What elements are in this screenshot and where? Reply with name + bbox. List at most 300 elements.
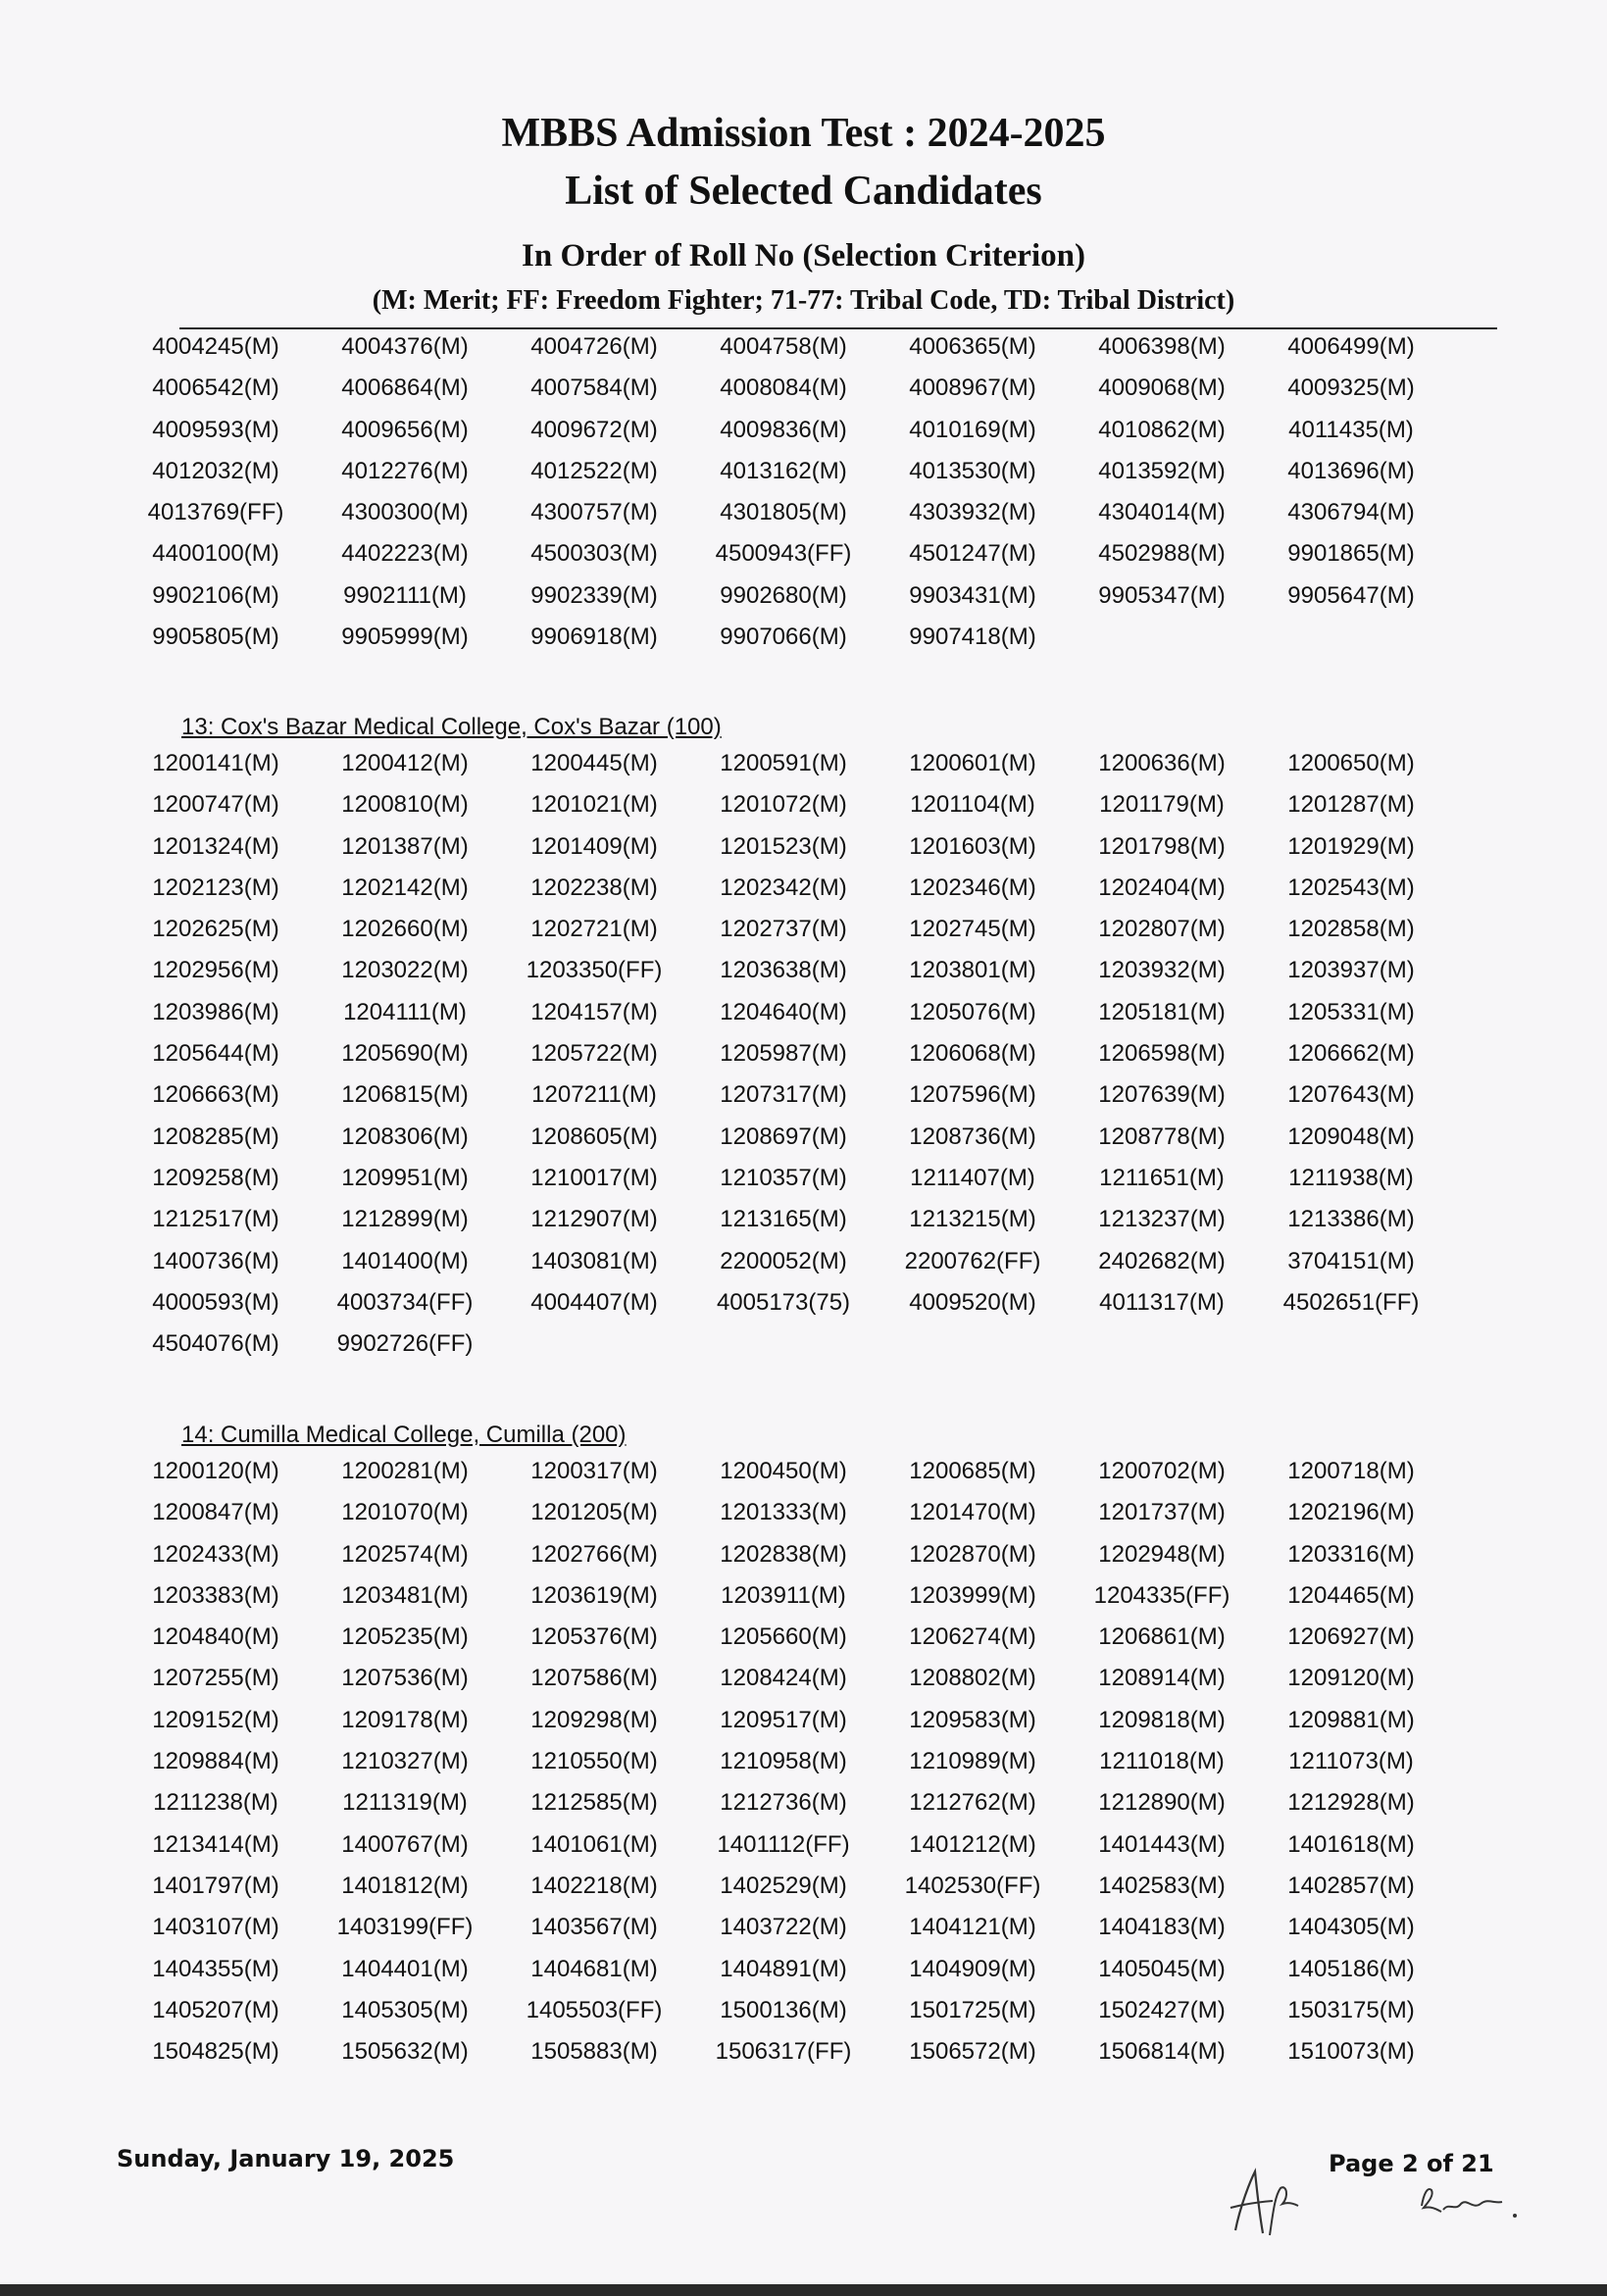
- table-row: [152, 374, 1510, 416]
- table-row: [152, 1955, 1510, 1997]
- roll-number-cell: 1212585(M): [530, 1789, 658, 1817]
- roll-number-cell: 1403567(M): [530, 1914, 658, 1941]
- table-row: [153, 1789, 1510, 1830]
- roll-number-cell: 1203986(M): [152, 998, 279, 1025]
- roll-number-cell: 1401618(M): [1287, 1830, 1415, 1858]
- page-subtitle: List of Selected Candidates: [565, 169, 1042, 214]
- roll-number-cell: 1209152(M): [152, 1706, 279, 1733]
- scan-bottom-edge: [0, 2284, 1607, 2296]
- roll-number-cell: 9902111(M): [343, 581, 467, 609]
- section-title-coxs-bazar: 13: Cox's Bazar Medical College, Cox's Bazar (100): [181, 714, 722, 740]
- roll-number-cell: 1202404(M): [1098, 873, 1226, 901]
- roll-number-cell: 9905999(M): [341, 624, 469, 651]
- roll-number-cell: 4010862(M): [1098, 416, 1226, 443]
- table-row: [152, 540, 1510, 581]
- roll-number-cell: 1202433(M): [152, 1540, 279, 1568]
- roll-number-cell: 1202870(M): [909, 1540, 1036, 1568]
- roll-number-cell: 1204157(M): [530, 998, 658, 1025]
- roll-number-cell: 9901865(M): [1287, 540, 1415, 568]
- roll-number-cell: 1210017(M): [530, 1164, 658, 1191]
- roll-number-cell: 1405045(M): [1098, 1955, 1226, 1982]
- roll-number-cell: 1403081(M): [530, 1247, 658, 1274]
- roll-number-cell: 1201287(M): [1287, 791, 1415, 819]
- header-rule: [179, 327, 1497, 329]
- footer-date: Sunday, January 19, 2025: [117, 2145, 455, 2172]
- roll-number-cell: 1212899(M): [341, 1206, 469, 1233]
- roll-number-cell: 1208802(M): [909, 1665, 1036, 1692]
- roll-number-cell: 4304014(M): [1098, 499, 1226, 526]
- roll-number-cell: 3704151(M): [1287, 1247, 1415, 1274]
- roll-number-cell: 1405186(M): [1287, 1955, 1415, 1982]
- roll-number-cell: 1202660(M): [341, 916, 469, 943]
- roll-number-cell: 1205644(M): [152, 1040, 279, 1068]
- roll-number-cell: 4006365(M): [909, 333, 1036, 360]
- roll-number-cell: 1209951(M): [341, 1164, 469, 1191]
- roll-number-cell: 9902680(M): [720, 581, 847, 609]
- roll-number-cell: 1202721(M): [530, 916, 658, 943]
- roll-number-cell: 1402583(M): [1098, 1872, 1226, 1899]
- roll-number-cell: 1405305(M): [341, 1996, 469, 2023]
- roll-number-cell: 1503175(M): [1287, 1996, 1415, 2023]
- table-row: [152, 1914, 1510, 1955]
- table-row: [152, 791, 1510, 832]
- roll-number-cell: 1204465(M): [1287, 1581, 1415, 1609]
- table-row: [152, 873, 1510, 916]
- roll-number-cell: 1404183(M): [1098, 1914, 1226, 1941]
- roll-number-cell: 1506814(M): [1098, 2038, 1226, 2066]
- roll-number-cell: 1212907(M): [530, 1206, 658, 1233]
- roll-number-cell: 1200281(M): [341, 1458, 469, 1484]
- roll-number-cell: 1404355(M): [152, 1955, 279, 1982]
- roll-number-cell: 1210989(M): [909, 1748, 1036, 1775]
- roll-number-cell: 1401812(M): [341, 1872, 469, 1899]
- roll-number-cell: 1404891(M): [720, 1955, 847, 1982]
- roll-number-cell: 4009656(M): [341, 416, 469, 443]
- roll-number-cell: 1202142(M): [341, 873, 469, 901]
- roll-number-cell: 1210958(M): [720, 1748, 847, 1775]
- roll-number-cell: 1207255(M): [152, 1665, 279, 1692]
- roll-number-cell: 1209298(M): [530, 1706, 658, 1733]
- table-row: [152, 2038, 1510, 2079]
- roll-number-cell: 1205690(M): [341, 1040, 469, 1068]
- roll-number-cell: 1208306(M): [341, 1123, 469, 1150]
- roll-number-cell: 4009068(M): [1098, 374, 1226, 402]
- table-row: [152, 832, 1510, 874]
- roll-number-cell: 1200650(M): [1287, 750, 1415, 776]
- roll-number-cell: 4009672(M): [530, 416, 658, 443]
- roll-number-cell: 1202766(M): [530, 1540, 658, 1568]
- roll-number-cell: 1211018(M): [1099, 1748, 1225, 1775]
- roll-number-cell: 9905805(M): [152, 624, 279, 651]
- roll-number-cell: 1402857(M): [1287, 1872, 1415, 1899]
- roll-number-cell: 1206815(M): [341, 1081, 469, 1109]
- roll-number-cell: 1213215(M): [909, 1206, 1036, 1233]
- roll-number-cell: 1205076(M): [909, 998, 1036, 1025]
- roll-number-cell: 4003734(FF): [336, 1288, 474, 1316]
- roll-number-cell: 1205376(M): [530, 1623, 658, 1651]
- roll-number-cell: 1211319(M): [342, 1789, 468, 1817]
- footer-page-number: Page 2 of 21: [1329, 2150, 1494, 2177]
- roll-number-cell: 1203022(M): [341, 957, 469, 984]
- roll-number-cell: 1209120(M): [1287, 1665, 1415, 1692]
- roll-number-cell: 9905647(M): [1287, 581, 1415, 609]
- table-row: [152, 581, 1510, 624]
- candidate-grid-cumilla: [152, 1458, 1510, 2079]
- table-row: [152, 457, 1510, 499]
- roll-number-cell: 1201104(M): [910, 791, 1035, 819]
- roll-number-cell: 1206662(M): [1287, 1040, 1415, 1068]
- roll-number-cell: 1207596(M): [909, 1081, 1036, 1109]
- roll-number-cell: 1402529(M): [720, 1872, 847, 1899]
- table-row: [152, 916, 1510, 957]
- table-row: [152, 1581, 1510, 1623]
- roll-number-cell: 4400100(M): [152, 540, 279, 568]
- roll-number-cell: 4504076(M): [152, 1330, 279, 1358]
- roll-number-cell: 1201929(M): [1287, 832, 1415, 860]
- roll-number-cell: 1405503(FF): [526, 1996, 663, 2023]
- roll-number-cell: 1205987(M): [720, 1040, 847, 1068]
- roll-number-cell: 1201387(M): [341, 832, 469, 860]
- roll-number-cell: 4000593(M): [152, 1288, 279, 1316]
- roll-number-cell: 4306794(M): [1287, 499, 1415, 526]
- roll-number-cell: 4500303(M): [530, 540, 658, 568]
- roll-number-cell: 1202737(M): [720, 916, 847, 943]
- roll-number-cell: 1208697(M): [720, 1123, 847, 1150]
- roll-number-cell: 1209048(M): [1287, 1123, 1415, 1150]
- roll-number-cell: 1205331(M): [1287, 998, 1415, 1025]
- page-title: MBBS Admission Test : 2024-2025: [501, 111, 1106, 156]
- roll-number-cell: 4007584(M): [530, 374, 658, 402]
- roll-number-cell: 9905347(M): [1098, 581, 1226, 609]
- roll-number-cell: 1209884(M): [152, 1748, 279, 1775]
- candidate-grid-continued: [147, 333, 1510, 665]
- roll-number-cell: 1203383(M): [152, 1581, 279, 1609]
- roll-number-cell: 1206663(M): [152, 1081, 279, 1109]
- roll-number-cell: 4009520(M): [909, 1288, 1036, 1316]
- roll-number-cell: 4004726(M): [530, 333, 658, 360]
- roll-number-cell: 1204335(FF): [1093, 1581, 1230, 1609]
- roll-number-cell: 1209258(M): [152, 1164, 279, 1191]
- table-row: [152, 1040, 1510, 1081]
- roll-number-cell: 1404121(M): [909, 1914, 1036, 1941]
- roll-number-cell: 1201603(M): [909, 832, 1036, 860]
- table-row: [152, 1164, 1510, 1206]
- roll-number-cell: 1203619(M): [530, 1581, 658, 1609]
- handwritten-signature-icon: [1216, 2147, 1539, 2255]
- roll-number-cell: 1201523(M): [720, 832, 847, 860]
- table-row: [152, 1748, 1510, 1789]
- roll-number-cell: 1211407(M): [910, 1164, 1035, 1191]
- roll-number-cell: 1202858(M): [1287, 916, 1415, 943]
- roll-number-cell: 9907418(M): [909, 624, 1036, 651]
- roll-number-cell: 1209881(M): [1287, 1706, 1415, 1733]
- table-row: [152, 750, 1510, 791]
- roll-number-cell: 4502651(FF): [1282, 1288, 1420, 1316]
- roll-number-cell: 2200762(FF): [904, 1247, 1041, 1274]
- table-row: [152, 1706, 1510, 1748]
- table-row: [152, 1123, 1510, 1165]
- roll-number-cell: 1206068(M): [909, 1040, 1036, 1068]
- roll-number-cell: 1201072(M): [720, 791, 847, 819]
- roll-number-cell: 1201179(M): [1099, 791, 1225, 819]
- roll-number-cell: 1206274(M): [909, 1623, 1036, 1651]
- roll-number-cell: 1209517(M): [720, 1706, 847, 1733]
- roll-number-cell: 9903431(M): [909, 581, 1036, 609]
- roll-number-cell: 1208778(M): [1098, 1123, 1226, 1150]
- roll-number-cell: 4006864(M): [341, 374, 469, 402]
- roll-number-cell: 1202346(M): [909, 873, 1036, 901]
- roll-number-cell: 4013696(M): [1287, 457, 1415, 484]
- table-row: [147, 499, 1510, 540]
- roll-number-cell: 4012276(M): [341, 457, 469, 484]
- roll-number-cell: 1402530(FF): [904, 1872, 1041, 1899]
- roll-number-cell: 1204640(M): [720, 998, 847, 1025]
- roll-number-cell: 1201324(M): [152, 832, 279, 860]
- roll-number-cell: 1200702(M): [1098, 1458, 1226, 1484]
- roll-number-cell: 1500136(M): [720, 1996, 847, 2023]
- table-row: [152, 1665, 1510, 1706]
- roll-number-cell: 1202342(M): [720, 873, 847, 901]
- roll-number-cell: 1201333(M): [720, 1499, 847, 1526]
- table-row: [152, 1288, 1510, 1330]
- roll-number-cell: 1400736(M): [152, 1247, 279, 1274]
- roll-number-cell: 1209818(M): [1098, 1706, 1226, 1733]
- roll-number-cell: 4301805(M): [720, 499, 847, 526]
- roll-number-cell: 1209178(M): [341, 1706, 469, 1733]
- roll-number-cell: 1206598(M): [1098, 1040, 1226, 1068]
- roll-number-cell: 2402682(M): [1098, 1247, 1226, 1274]
- table-row: [152, 957, 1510, 998]
- roll-number-cell: 4005173(75): [716, 1288, 851, 1316]
- roll-number-cell: 1208914(M): [1098, 1665, 1226, 1692]
- roll-number-cell: 1203481(M): [341, 1581, 469, 1609]
- roll-number-cell: 4006499(M): [1287, 333, 1415, 360]
- table-row: [152, 1996, 1510, 2038]
- roll-number-cell: 1212517(M): [152, 1206, 279, 1233]
- roll-number-cell: 1402218(M): [530, 1872, 658, 1899]
- roll-number-cell: 1404681(M): [530, 1955, 658, 1982]
- table-row: [152, 1206, 1510, 1247]
- roll-number-cell: 1203999(M): [909, 1581, 1036, 1609]
- roll-number-cell: 1200847(M): [152, 1499, 279, 1526]
- roll-number-cell: 4011435(M): [1288, 416, 1414, 443]
- roll-number-cell: 4010169(M): [909, 416, 1036, 443]
- roll-number-cell: 1208736(M): [909, 1123, 1036, 1150]
- roll-number-cell: 1404401(M): [341, 1955, 469, 1982]
- roll-number-cell: 1200718(M): [1287, 1458, 1415, 1484]
- roll-number-cell: 1405207(M): [152, 1996, 279, 2023]
- roll-number-cell: 1202625(M): [152, 916, 279, 943]
- roll-number-cell: 4402223(M): [341, 540, 469, 568]
- table-row: [152, 1499, 1510, 1540]
- roll-number-cell: 1202238(M): [530, 873, 658, 901]
- roll-number-cell: 1201205(M): [530, 1499, 658, 1526]
- roll-number-cell: 1502427(M): [1098, 1996, 1226, 2023]
- table-row: [152, 998, 1510, 1040]
- roll-number-cell: 1202543(M): [1287, 873, 1415, 901]
- roll-number-cell: 1204111(M): [343, 998, 467, 1025]
- roll-number-cell: 1201470(M): [909, 1499, 1036, 1526]
- roll-number-cell: 1209583(M): [909, 1706, 1036, 1733]
- table-row: [152, 416, 1510, 458]
- roll-number-cell: 1205722(M): [530, 1040, 658, 1068]
- roll-number-cell: 1505883(M): [530, 2038, 658, 2066]
- roll-number-cell: 1203911(M): [721, 1581, 846, 1609]
- roll-number-cell: 1200445(M): [530, 750, 658, 776]
- roll-number-cell: 1202574(M): [341, 1540, 469, 1568]
- roll-number-cell: 1205181(M): [1098, 998, 1226, 1025]
- roll-number-cell: 1201021(M): [530, 791, 658, 819]
- roll-number-cell: 1210357(M): [720, 1164, 847, 1191]
- roll-number-cell: 1207211(M): [531, 1081, 657, 1109]
- roll-number-cell: 4006542(M): [152, 374, 279, 402]
- roll-number-cell: 1200636(M): [1098, 750, 1226, 776]
- roll-number-cell: 4500943(FF): [715, 540, 852, 568]
- table-row: [152, 1081, 1510, 1123]
- roll-number-cell: 1212890(M): [1098, 1789, 1226, 1817]
- roll-number-cell: 1208424(M): [720, 1665, 847, 1692]
- roll-number-cell: 1505632(M): [341, 2038, 469, 2066]
- roll-number-cell: 1200412(M): [341, 750, 469, 776]
- roll-number-cell: 1401212(M): [909, 1830, 1036, 1858]
- roll-number-cell: 2200052(M): [720, 1247, 847, 1274]
- roll-number-cell: 4303932(M): [909, 499, 1036, 526]
- roll-number-cell: 4300757(M): [530, 499, 658, 526]
- roll-number-cell: 4011317(M): [1099, 1288, 1225, 1316]
- roll-number-cell: 1203937(M): [1287, 957, 1415, 984]
- roll-number-cell: 1212736(M): [720, 1789, 847, 1817]
- roll-number-cell: 1205235(M): [341, 1623, 469, 1651]
- roll-number-cell: 1201409(M): [530, 832, 658, 860]
- roll-number-cell: 1205660(M): [720, 1623, 847, 1651]
- roll-number-cell: 1202948(M): [1098, 1540, 1226, 1568]
- roll-number-cell: 1506317(FF): [715, 2038, 852, 2066]
- roll-number-cell: 1203638(M): [720, 957, 847, 984]
- table-row: [152, 1623, 1510, 1665]
- roll-number-cell: 1200685(M): [909, 1458, 1036, 1484]
- roll-number-cell: 1208605(M): [530, 1123, 658, 1150]
- roll-number-cell: 4004376(M): [341, 333, 469, 360]
- roll-number-cell: 1501725(M): [909, 1996, 1036, 2023]
- roll-number-cell: 1202956(M): [152, 957, 279, 984]
- roll-number-cell: 4012522(M): [530, 457, 658, 484]
- order-caption: In Order of Roll No (Selection Criterion): [522, 238, 1085, 274]
- table-row: [152, 1458, 1510, 1499]
- roll-number-cell: 4008967(M): [909, 374, 1036, 402]
- roll-number-cell: 4013530(M): [909, 457, 1036, 484]
- roll-number-cell: 1202745(M): [909, 916, 1036, 943]
- roll-number-cell: 1207536(M): [341, 1665, 469, 1692]
- table-row: [152, 1830, 1510, 1872]
- roll-number-cell: 1200120(M): [152, 1458, 279, 1484]
- roll-number-cell: 4013769(FF): [147, 499, 284, 526]
- roll-number-cell: 4502988(M): [1098, 540, 1226, 568]
- roll-number-cell: 1200810(M): [341, 791, 469, 819]
- roll-number-cell: 1201737(M): [1098, 1499, 1226, 1526]
- roll-number-cell: 1200591(M): [720, 750, 847, 776]
- roll-number-cell: 1213414(M): [152, 1830, 279, 1858]
- roll-number-cell: 4300300(M): [341, 499, 469, 526]
- roll-number-cell: 1404909(M): [909, 1955, 1036, 1982]
- roll-number-cell: 1404305(M): [1287, 1914, 1415, 1941]
- roll-number-cell: 1207639(M): [1098, 1081, 1226, 1109]
- roll-number-cell: 1202838(M): [720, 1540, 847, 1568]
- roll-number-cell: 4012032(M): [152, 457, 279, 484]
- roll-number-cell: 1403199(FF): [336, 1914, 474, 1941]
- table-row: [152, 333, 1510, 374]
- table-row: [152, 624, 1510, 665]
- roll-number-cell: 4008084(M): [720, 374, 847, 402]
- roll-number-cell: 4009593(M): [152, 416, 279, 443]
- roll-number-cell: 1206861(M): [1098, 1623, 1226, 1651]
- legend-caption: (M: Merit; FF: Freedom Fighter; 71-77: Tribal Code, TD: Tribal District): [372, 285, 1235, 316]
- roll-number-cell: 4501247(M): [909, 540, 1036, 568]
- roll-number-cell: 4013162(M): [720, 457, 847, 484]
- roll-number-cell: 1200601(M): [909, 750, 1036, 776]
- roll-number-cell: 9902106(M): [152, 581, 279, 609]
- roll-number-cell: 1203801(M): [909, 957, 1036, 984]
- roll-number-cell: 1210327(M): [341, 1748, 469, 1775]
- roll-number-cell: 9906918(M): [530, 624, 658, 651]
- roll-number-cell: 1203316(M): [1287, 1540, 1415, 1568]
- roll-number-cell: 1210550(M): [530, 1748, 658, 1775]
- table-row: [152, 1330, 1510, 1372]
- roll-number-cell: 1201798(M): [1098, 832, 1226, 860]
- roll-number-cell: 1208285(M): [152, 1123, 279, 1150]
- roll-number-cell: 1211938(M): [1288, 1164, 1414, 1191]
- roll-number-cell: 1403722(M): [720, 1914, 847, 1941]
- roll-number-cell: 4004407(M): [530, 1288, 658, 1316]
- roll-number-cell: 1211073(M): [1288, 1748, 1414, 1775]
- roll-number-cell: 1203932(M): [1098, 957, 1226, 984]
- roll-number-cell: 1212762(M): [909, 1789, 1036, 1817]
- roll-number-cell: 1401443(M): [1098, 1830, 1226, 1858]
- roll-number-cell: 1510073(M): [1287, 2038, 1415, 2066]
- roll-number-cell: 4009325(M): [1287, 374, 1415, 402]
- roll-number-cell: 4004758(M): [720, 333, 847, 360]
- roll-number-cell: 1213165(M): [720, 1206, 847, 1233]
- table-row: [152, 1540, 1510, 1582]
- roll-number-cell: 9907066(M): [720, 624, 847, 651]
- section-title-cumilla: 14: Cumilla Medical College, Cumilla (200): [181, 1422, 627, 1448]
- roll-number-cell: 1207643(M): [1287, 1081, 1415, 1109]
- roll-number-cell: 1207586(M): [530, 1665, 658, 1692]
- roll-number-cell: 1200141(M): [152, 750, 279, 776]
- roll-number-cell: 1212928(M): [1287, 1789, 1415, 1817]
- table-row: [152, 1872, 1510, 1914]
- roll-number-cell: 1202807(M): [1098, 916, 1226, 943]
- roll-number-cell: 1506572(M): [909, 2038, 1036, 2066]
- roll-number-cell: 1201070(M): [341, 1499, 469, 1526]
- roll-number-cell: 1211238(M): [153, 1789, 278, 1817]
- roll-number-cell: 1202123(M): [152, 873, 279, 901]
- roll-number-cell: 1213237(M): [1098, 1206, 1226, 1233]
- roll-number-cell: 1202196(M): [1287, 1499, 1415, 1526]
- roll-number-cell: 1200450(M): [720, 1458, 847, 1484]
- roll-number-cell: 1200747(M): [152, 791, 279, 819]
- roll-number-cell: 9902726(FF): [336, 1330, 474, 1358]
- roll-number-cell: 9902339(M): [530, 581, 658, 609]
- candidate-grid-coxs-bazar: [152, 750, 1510, 1372]
- roll-number-cell: 4004245(M): [152, 333, 279, 360]
- roll-number-cell: 4009836(M): [720, 416, 847, 443]
- roll-number-cell: 1401061(M): [530, 1830, 658, 1858]
- roll-number-cell: 1401112(FF): [717, 1830, 850, 1858]
- roll-number-cell: 1206927(M): [1287, 1623, 1415, 1651]
- roll-number-cell: 1203350(FF): [526, 957, 663, 984]
- roll-number-cell: 1401797(M): [152, 1872, 279, 1899]
- roll-number-cell: 1403107(M): [152, 1914, 279, 1941]
